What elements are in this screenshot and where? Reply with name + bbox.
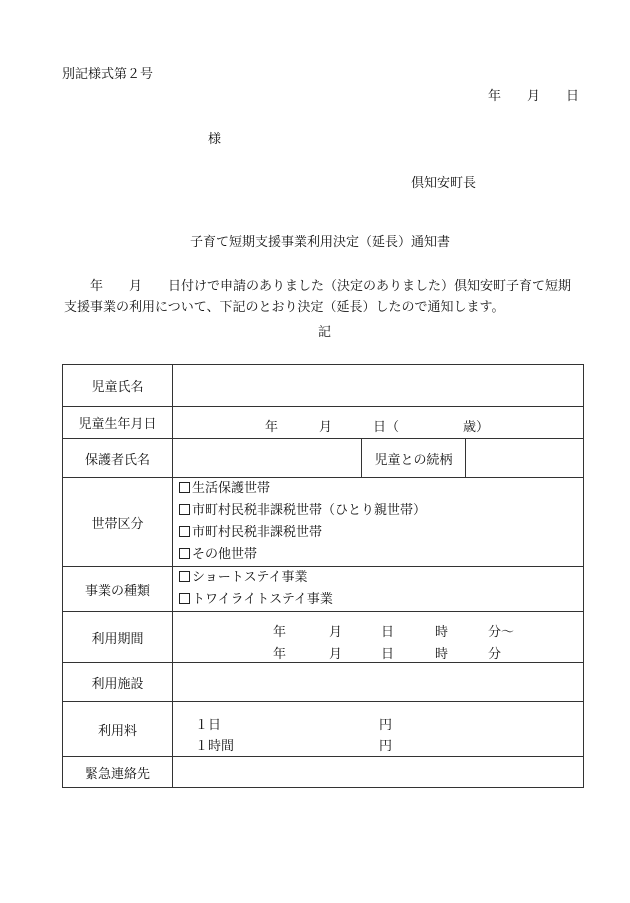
document-title: 子育て短期支援事業利用決定（延長）通知書 [190,235,451,250]
issuer-name: 倶知安町長 [411,176,477,191]
checkbox-icon [179,548,190,559]
fee-per-hour-yen: 円 [379,739,393,754]
emergency-contact-label: 緊急連絡先 [63,757,173,788]
household-option[interactable] [173,478,583,500]
addressee-suffix: 様 [208,132,222,147]
period-to-month: 月 [329,647,343,662]
period-from-hour: 時 [435,625,449,640]
household-option[interactable] [173,522,583,544]
child-name-label: 児童氏名 [63,365,173,407]
checkbox-icon [179,593,190,604]
household-option-label: その他世帯 [192,547,258,562]
date-year-label: 年 [488,89,502,104]
period-from-year: 年 [273,625,287,640]
period-from-minute: 分～ [488,625,515,640]
service-option[interactable] [173,567,583,589]
row-guardian [63,439,584,478]
period-to-day: 日 [381,647,395,662]
row-facility [63,663,584,702]
row-household [63,478,584,567]
household-option-label: 生活保護世帯 [192,481,271,496]
emergency-contact-field[interactable] [173,757,584,788]
service-type-label: 事業の種類 [63,567,173,612]
household-option[interactable] [173,500,583,522]
row-child-name [63,365,584,407]
dob-month: 月 [319,420,333,435]
period-field[interactable] [173,612,584,663]
fee-per-day-yen: 円 [379,718,393,733]
relation-field[interactable] [466,439,584,478]
guardian-name-label: 保護者氏名 [63,439,173,478]
service-option-label: トワイライトステイ事業 [192,592,333,607]
child-name-field[interactable] [173,365,584,407]
fee-label: 利用料 [63,702,173,757]
facility-field[interactable] [173,663,584,702]
checkbox-icon [179,482,190,493]
notice-table [62,364,584,788]
row-fee [63,702,584,757]
checkbox-icon [179,526,190,537]
fee-field[interactable] [173,702,584,757]
notice-body-line-2: 支援事業の利用について、下記のとおり決定（延長）したので通知します。 [64,300,505,315]
form-number: 別記様式第２号 [62,67,154,82]
dob-age: 歳） [463,420,490,435]
service-options [173,567,584,612]
date-month-label: 月 [527,89,541,104]
facility-label: 利用施設 [63,663,173,702]
period-to-minute: 分 [488,647,502,662]
period-to-hour: 時 [435,647,449,662]
row-period [63,612,584,663]
dob-year: 年 [265,420,279,435]
dob-day: 日（ [373,420,400,435]
period-label: 利用期間 [63,612,173,663]
period-from-month: 月 [329,625,343,640]
household-option-label: 市町村民税非課税世帯 [192,525,323,540]
checkbox-icon [179,571,190,582]
date-day-label: 日 [566,89,580,104]
child-dob-label: 児童生年月日 [63,407,173,439]
checkbox-icon [179,504,190,515]
period-to-year: 年 [273,647,287,662]
fee-per-day-label: １日 [195,718,222,733]
notice-body [64,276,586,318]
period-from-day: 日 [381,625,395,640]
ki-heading: 記 [318,325,332,340]
notice-body-line-1: 年 月 日付けで申請のありました（決定のありました）倶知安町子育て短期 [90,279,572,294]
guardian-name-field[interactable] [173,439,362,478]
fee-per-hour-label: １時間 [195,739,235,754]
household-option-label: 市町村民税非課税世帯（ひとり親世帯） [192,503,427,518]
row-child-dob [63,407,584,439]
row-service-type [63,567,584,612]
row-emergency [63,757,584,788]
household-type-label: 世帯区分 [63,478,173,567]
relation-label: 児童との続柄 [362,439,466,478]
service-option[interactable] [173,589,583,611]
service-option-label: ショートステイ事業 [192,570,308,585]
child-dob-field[interactable] [173,407,584,439]
household-option[interactable] [173,544,583,566]
issue-date [488,90,579,103]
household-options [173,478,584,567]
